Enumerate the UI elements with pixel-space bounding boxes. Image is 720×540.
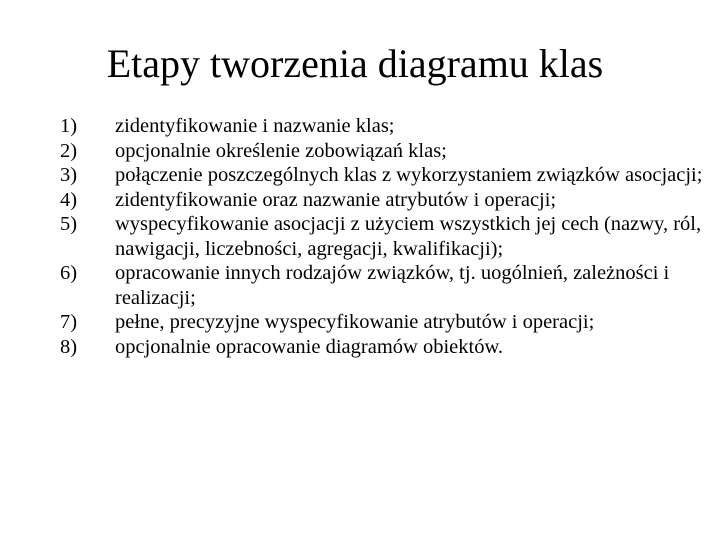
list-item [60, 310, 710, 335]
list-item [60, 139, 710, 164]
step-number: 2) [60, 139, 78, 162]
list-item [60, 335, 710, 360]
step-number: 4) [60, 188, 78, 211]
step-text: połączenie poszczególnych klas z wykorzystaniem związków asocjacji; [115, 164, 703, 186]
step-number: 5) [60, 213, 78, 235]
step-text: pełne, precyzyjne wyspecyfikowanie atrybutów i operacji; [115, 311, 595, 333]
step-text: zidentyfikowanie oraz nazwanie atrybutów i operacji; [115, 188, 557, 211]
list-item [60, 261, 710, 310]
list-item [60, 163, 710, 188]
step-text: zidentyfikowanie i nazwanie klas; [115, 115, 395, 137]
step-text: opracowanie innych rodzajów związków, tj. uogólnień, zależności i realizacji; [115, 262, 670, 309]
step-number: 1) [60, 115, 78, 137]
step-text: opcjonalnie określenie zobowiązań klas; [115, 139, 447, 162]
list-item [60, 114, 710, 139]
step-number: 8) [60, 335, 78, 358]
step-number: 3) [60, 164, 78, 186]
step-text: opcjonalnie opracowanie diagramów obiektów. [115, 335, 504, 358]
list-item [60, 188, 710, 213]
list-item [60, 212, 710, 261]
step-number: 6) [60, 262, 78, 284]
step-text: wyspecyfikowanie asocjacji z użyciem wszystkich jej cech (nazwy, ról, nawigacji, liczebności, agregacji, kwalifikacji); [115, 213, 702, 260]
step-number: 7) [60, 311, 78, 333]
steps-list [60, 114, 710, 359]
slide-title: Etapy tworzenia diagramu klas [106, 41, 604, 86]
